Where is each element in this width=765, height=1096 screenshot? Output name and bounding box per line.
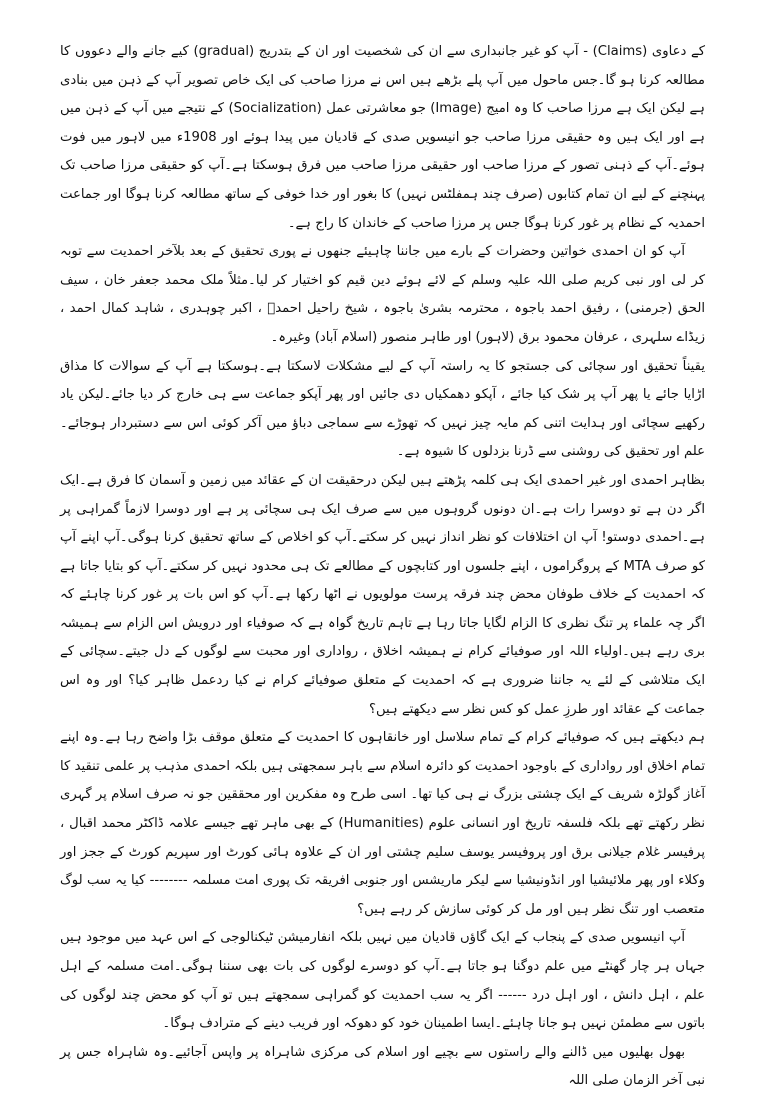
paragraph-claims-study: کے دعاوی (Claims) - آپ کو غیر جانبداری سے ان کی شخصیت اور ان کے بتدریج (gradual) کیے جانے والے دعووں کا مطالعہ کرنا ہو گا۔جس ماحول میں آپ پلے بڑھے ہیں اس نے مرزا صاحب کی ایک خاص تصویر آپ کے ذہن میں بنادی ہے لیکن ایک ہے مرزا صاحب کا وہ امیج (Image) جو معاشرتی عمل (Socialization) کے نتیجے میں آپ کے ذہن میں ہے اور ایک ہیں وہ حقیقی مرزا صاحب جو انیسویں صدی کے قادیان میں پیدا ہوئے اور 1908ء میں لاہور میں فوت ہوئے۔آپ کے ذہنی تصور کے مرزا صاحب اور حقیقی مرزا صاحب میں فرق ہوسکتا ہے۔آپ کو حقیقی مرزا صاحب تک پہنچنے کے لیے ان تمام کتابوں (صرف چند ہمفلٹس نہیں) کا بغور اور خدا خوفی کے ساتھ مطالعہ کرنا ہوگا اور جماعت احمدیہ کے نظام پر غور کرنا ہوگا جس پر مرزا صاحب کے خاندان کا راج ہے۔ (60, 44, 706, 231)
paragraph-information-age: آپ انیسویں صدی کے پنجاب کے ایک گاؤں قادیان میں نہیں بلکہ انفارمیشن ٹیکنالوجی کے اس عہد میں موجود ہیں جہاں ہر چار گھنٹے میں علم دوگنا ہو جاتا ہے۔آپ کو دوسرے لوگوں کی بات بھی سننا ہوگی۔امت مسلمہ کے اہل علم ، اہل دانش ، اور اہل درد ------ اگر یہ سب احمدیت کو گمراہی سمجھتے ہیں تو آپ کو محض چند لوگوں کی باتوں سے مطمئن نہیں ہو جانا چاہئے۔ایسا اطمینان خود کو دھوکہ اور فریب دینے کے مترادف ہوگا۔ (60, 930, 705, 1032)
paragraph-truth-seeking: یقیناً تحقیق اور سچائی کی جستجو کا یہ راستہ آپ کے لیے مشکلات لاسکتا ہے۔ہوسکتا ہے آپ کے سوالات کا مذاق اڑایا جائے یا پھر آپ پر شک کیا جائے ، آپکو دھمکیاں دی جائیں اور پھر آپکو جماعت سے ہی خارج کر دیا جائے۔لیکن یاد رکھیے سچائی اور ہدایت اتنی کم مایہ چیز نہیں کہ تھوڑے سے سماجی دباؤ میں آکر کوئی اس سے دستبردار ہوجائے۔علم اور تحقیق کی روشنی سے ڈرنا بزدلوں کا شیوہ ہے۔ (60, 358, 705, 460)
paragraph-former-ahmadis: آپ کو ان احمدی خواتین وحضرات کے بارے میں جاننا چاہیئے جنھوں نے پوری تحقیق کے بعد بلآخر احمدیت سے توبہ کر لی اور نبی کریم صلی اللہ علیہ وسلم کے لائے ہوئے دین قیم کو اختیار کر لیا۔مثلاً ملک محمد جعفر خان ، سیف الحق (جرمنی) ، رفیق احمد باجوہ ، محترمہ بشریٰ باجوہ ، شیخ راحیل احمدؒ ، اکبر چوہدری ، شاہد کمال احمد ، زیڈاے سلہری ، عرفان محمود برق (لاہور) اور طاہر منصور (اسلام آباد) وغیرہ۔ (60, 244, 705, 345)
document-page (60, 38, 705, 1096)
paragraph-sufi-stance: ہم دیکھتے ہیں کہ صوفیائے کرام کے تمام سلاسل اور خانقاہوں کا احمدیت کے متعلق موقف بڑا واضح رہا ہے۔وہ اپنے تمام اخلاق اور رواداری کے باوجود احمدیت کو دائرہ اسلام سے باہر سمجھتی ہیں بلکہ احمدی مذہب پر علمی تنقید کا آغاز گولڑہ شریف کے ایک چشتی بزرگ نے ہی کیا تھا۔ اسی طرح وہ مفکرین اور محققین جو نہ صرف اسلام پر گہری نظر رکھتے تھے بلکہ فلسفہ تاریخ اور انسانی علوم (Humanities) کے بھی ماہر تھے جیسے علامہ ڈاکٹر محمد اقبال ، پرفیسر غلام جیلانی برق اور پروفیسر یوسف سلیم چشتی اور ان کے علاوہ ہائی کورٹ اور سپریم کورٹ کے ججز اور وکلاء اور پھر ملائیشیا اور انڈونیشیا سے لیکر ماریشس اور جنوبی افریقہ تک پوری امت مسلمہ -------- کیا یہ سب لوگ متعصب اور تنگ نظر ہیں اور مل کر کوئی سازش کر رہے ہیں؟ (60, 730, 705, 917)
paragraph-beliefs-difference: بظاہر احمدی اور غیر احمدی ایک ہی کلمہ پڑھتے ہیں لیکن درحقیقت ان کے عقائد میں زمین و آسمان کا فرق ہے۔ایک اگر دن ہے تو دوسرا رات ہے۔ان دونوں گروہوں میں سے صرف ایک ہی سچائی پر ہے اور دوسرا لازماً گمراہی پر ہے۔احمدی دوستو! آپ ان اختلافات کو نظر انداز نہیں کر سکتے۔آپ کو اخلاص کے ساتھ تحقیق کرنا ہوگی۔آپ اپنے آپ کو صرف MTA کے پروگراموں ، اپنے جلسوں اور کتابچوں کے مطالعے تک ہی محدود نہیں کر سکتے۔آپ کو بتایا جاتا ہے کہ احمدیت کے خلاف طوفان محض چند فرقہ پرست مولویوں نے اٹھا رکھا ہے۔آپ کو اس بات پر غور کرنا چاہئے کہ اگر چہ علماء پر تنگ نظری کا الزام لگایا جاتا رہا ہے تاہم تاریخ گواہ ہے کہ صوفیاء اور درویش اس الزام سے ہمیشہ بری رہے ہیں۔اولیاء اللہ اور صوفیائے کرام نے ہمیشہ اخلاق ، رواداری اور محبت سے لوگوں کے دل جیتے۔سچائی کے ایک متلاشی کے لئے یہ جاننا ضروری ہے کہ احمدیت کے متعلق صوفیائے کرام نے کیا ردعمل ظاہر کیا؟ اور وہ اس جماعت کے عقائد اور طرزِ عمل کو کس نظر سے دیکھتے ہیں؟ (60, 472, 705, 717)
paragraph-return-to-path: بھول بھلیوں میں ڈالنے والے راستوں سے بچیے اور اسلام کی مرکزی شاہراہ پر واپس آجائیے۔وہ شاہراہ جس پر نبی آخر الزمان صلی اللہ (60, 1044, 705, 1089)
